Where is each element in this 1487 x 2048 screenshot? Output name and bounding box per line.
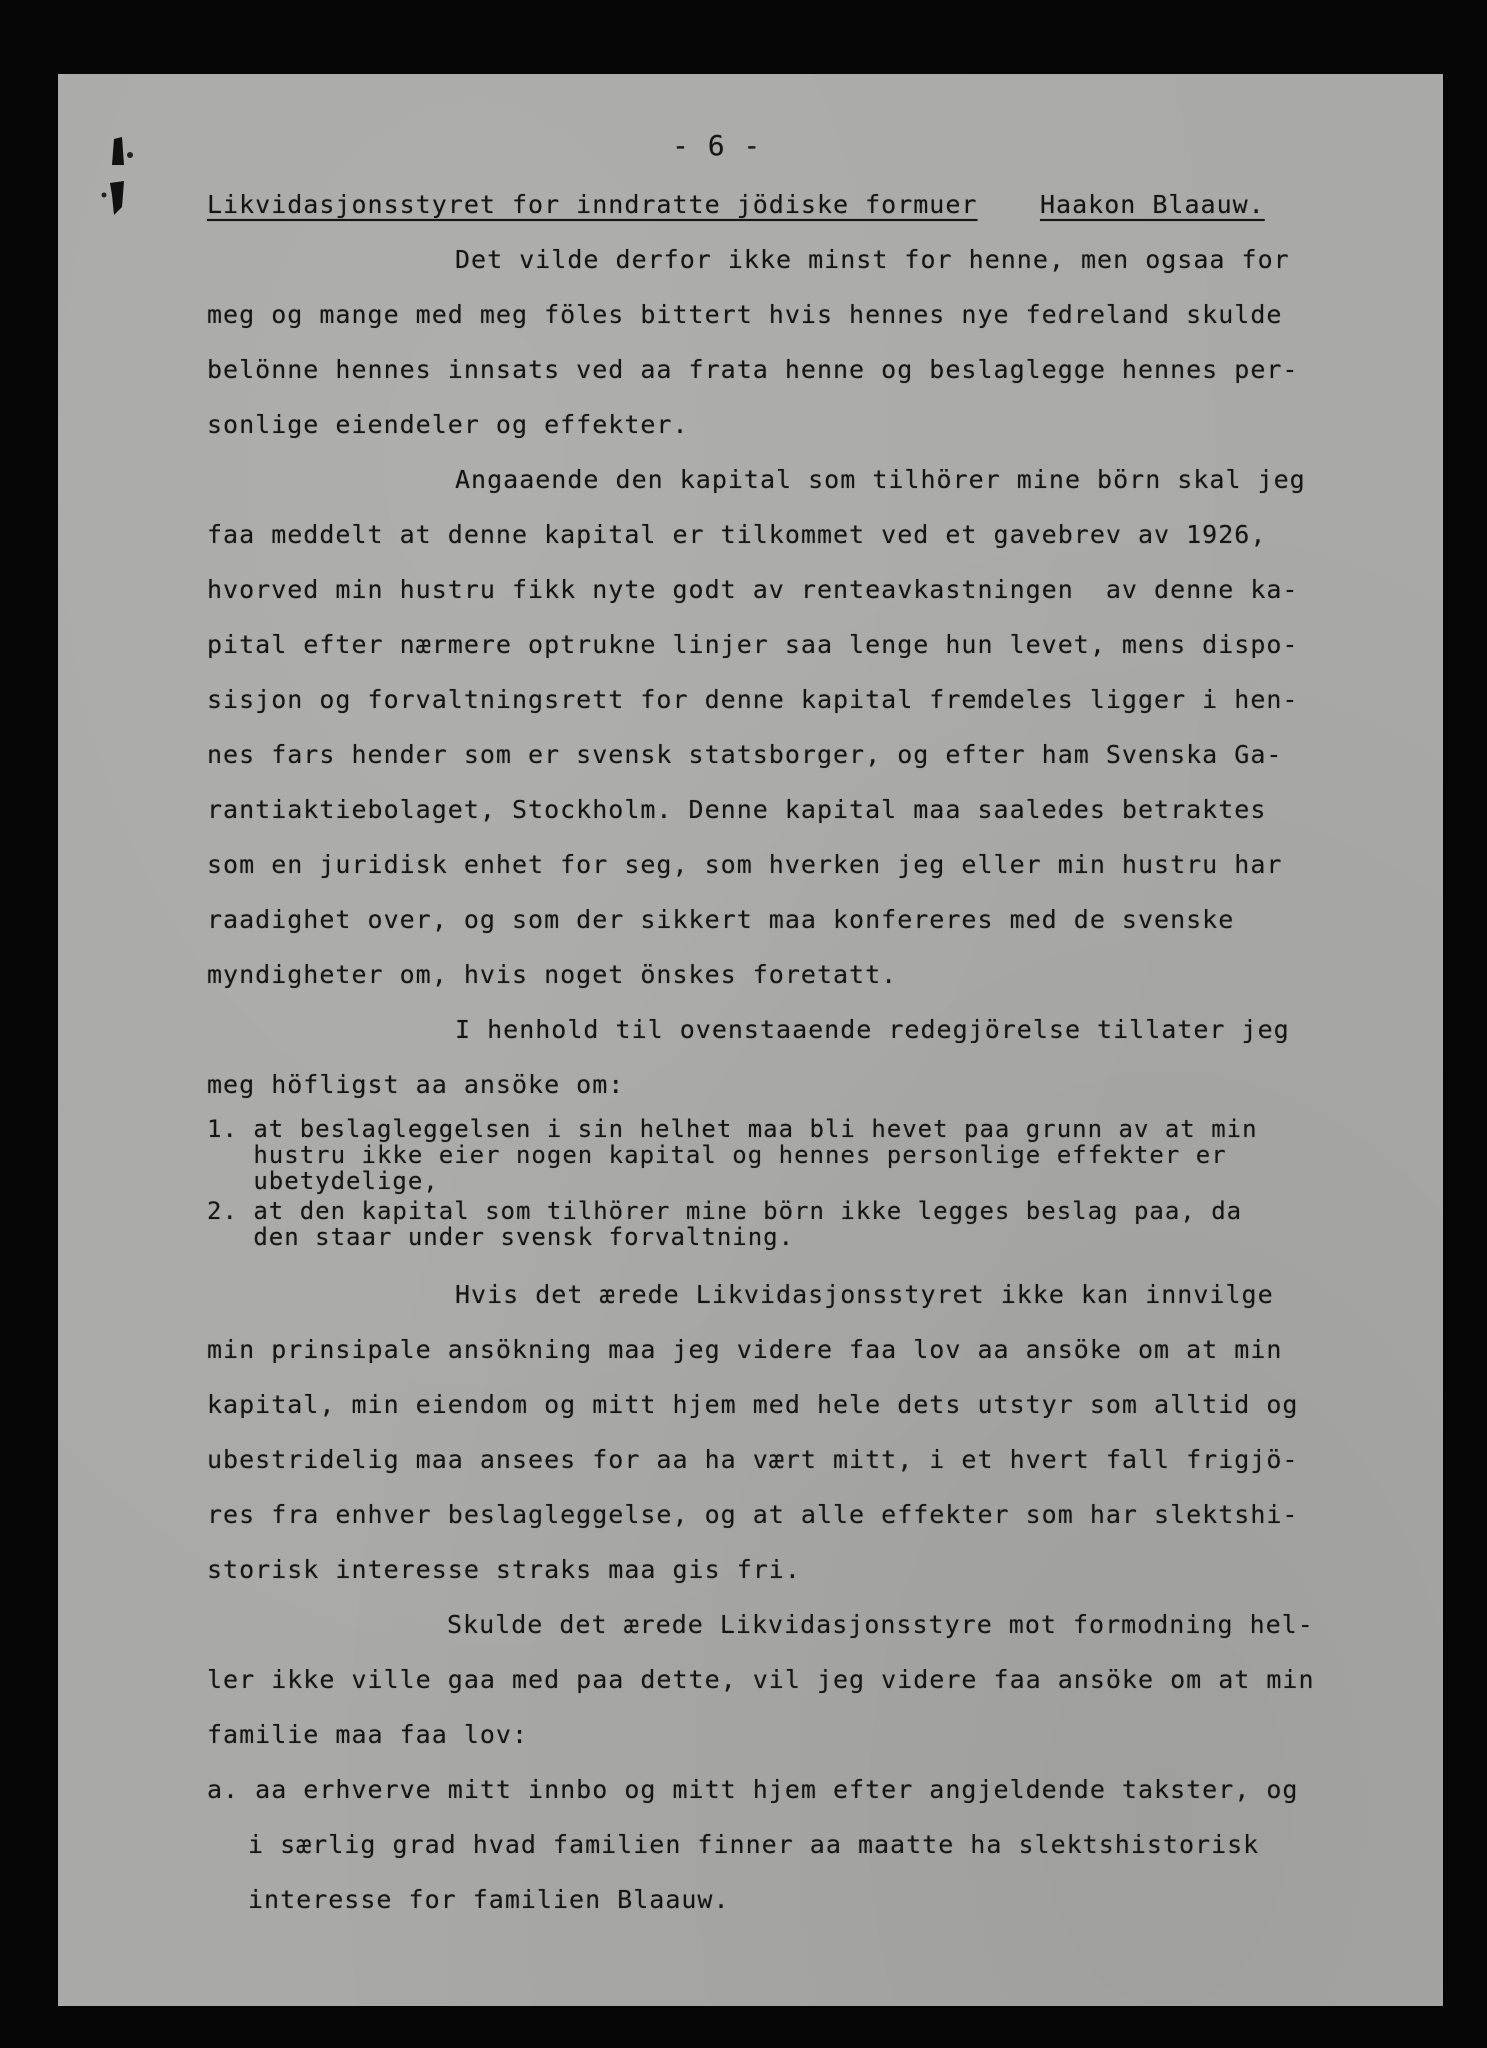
request-item-1: 1. at beslagleggelsen i sin helhet maa bli hevet paa grunn av at min (207, 1115, 1258, 1143)
body-line: belönne hennes innsats ved aa frata henne og beslaglegge hennes per- (207, 355, 1299, 384)
body-line: I henhold til ovenstaaende redegjörelse tillater jeg (455, 1015, 1290, 1044)
body-line: ubestridelig maa ansees for aa ha vært mitt, i et hvert fall frigjö- (207, 1445, 1299, 1474)
request-item-a: a. aa erhverve mitt innbo og mitt hjem efter angjeldende takster, og (207, 1775, 1299, 1804)
body-line: nes fars hender som er svensk statsborger, og efter ham Svenska Ga- (207, 740, 1283, 769)
body-line: sisjon og forvaltningsrett for denne kapital fremdeles ligger i hen- (207, 685, 1299, 714)
body-line: kapital, min eiendom og mitt hjem med hele dets utstyr som alltid og (207, 1390, 1299, 1419)
body-line: Angaaende den kapital som tilhörer mine börn skal jeg (455, 465, 1306, 494)
body-line: meg og mange med meg föles bittert hvis hennes nye fedreland skulde (207, 300, 1283, 329)
punch-hole-marks (100, 135, 140, 235)
request-item-1-cont: hustru ikke eier nogen kapital og hennes personlige effekter er (207, 1141, 1227, 1169)
sender-header: Haakon Blaauw. (1040, 190, 1265, 219)
body-line: min prinsipale ansökning maa jeg videre faa lov aa ansöke om at min (207, 1335, 1283, 1364)
request-item-1-cont: ubetydelige, (207, 1167, 439, 1195)
body-line: res fra enhver beslagleggelse, og at alle effekter som har slektshi- (207, 1500, 1299, 1529)
request-item-a-cont: i særlig grad hvad familien finner aa maatte ha slektshistorisk (248, 1830, 1260, 1859)
page-number: - 6 - (672, 129, 762, 162)
request-item-a-cont: interesse for familien Blaauw. (248, 1885, 730, 1914)
body-line: meg höfligst aa ansöke om: (207, 1070, 625, 1099)
body-line: Skulde det ærede Likvidasjonsstyre mot formodning hel- (447, 1610, 1314, 1639)
body-line: ler ikke ville gaa med paa dette, vil jeg videre faa ansöke om at min (207, 1665, 1315, 1694)
body-line: pital efter nærmere optrukne linjer saa lenge hun levet, mens dispo- (207, 630, 1299, 659)
request-item-2: 2. at den kapital som tilhörer mine börn ikke legges beslag paa, da (207, 1197, 1243, 1225)
addressee-header: Likvidasjonsstyret for inndratte jödiske formuer (207, 190, 978, 219)
body-line: hvorved min hustru fikk nyte godt av renteavkastningen av denne ka- (207, 575, 1299, 604)
body-line: faa meddelt at denne kapital er tilkommet ved et gavebrev av 1926, (207, 520, 1267, 549)
request-item-2-cont: den staar under svensk forvaltning. (207, 1223, 795, 1251)
body-line: rantiaktiebolaget, Stockholm. Denne kapital maa saaledes betraktes (207, 795, 1267, 824)
body-line: som en juridisk enhet for seg, som hverken jeg eller min hustru har (207, 850, 1283, 879)
body-line: sonlige eiendeler og effekter. (207, 410, 689, 439)
body-line: raadighet over, og som der sikkert maa konfereres med de svenske (207, 905, 1235, 934)
body-line: Det vilde derfor ikke minst for henne, men ogsaa for (455, 245, 1290, 274)
body-line: familie maa faa lov: (207, 1720, 529, 1749)
body-line: storisk interesse straks maa gis fri. (207, 1555, 801, 1584)
body-line: myndigheter om, hvis noget önskes foretatt. (207, 960, 898, 989)
body-line: Hvis det ærede Likvidasjonsstyret ikke kan innvilge (455, 1280, 1274, 1309)
